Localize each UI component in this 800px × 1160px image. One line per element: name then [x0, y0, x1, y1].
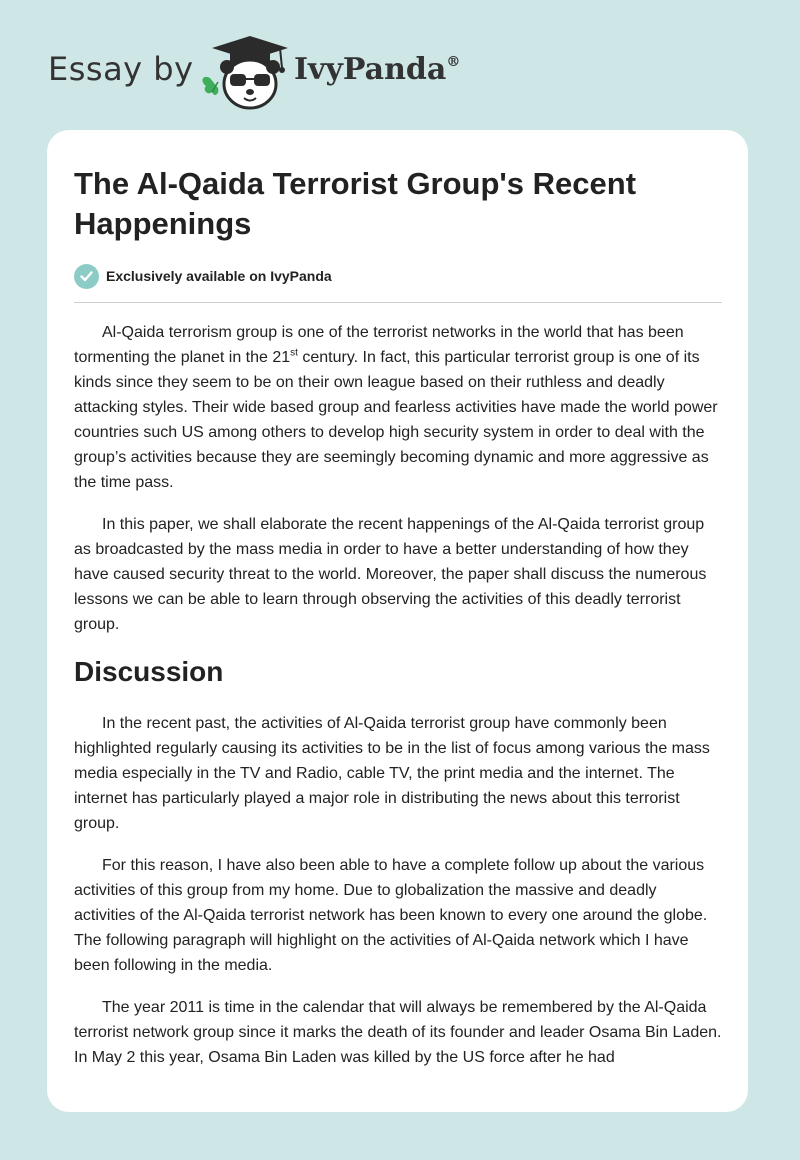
paragraph: In the recent past, the activities of Al-Qaida terrorist group have commonly been highlighted regularly causing its activities to be in the list of focus among various the mass media especially in the TV and Radio, cable TV, the print media and the internet. The internet has particularly played a major role in distributing the news about this terrorist group.: [74, 715, 710, 832]
page-title: The Al-Qaida Terrorist Group's Recent Happenings: [74, 166, 637, 241]
essay-body: [74, 320, 722, 1087]
exclusive-badge: [74, 262, 332, 290]
panda-graduate-icon[interactable]: [200, 34, 290, 112]
paragraph: [74, 320, 722, 495]
check-circle-icon: [74, 264, 99, 289]
paragraph-text: Al-Qaida terrorism group is one of the terrorist networks in the world that has been tormenting the planet in the 21: [74, 324, 684, 366]
paragraph: In this paper, we shall elaborate the recent happenings of the Al-Qaida terrorist group as broadcasted by the mass media in order to have a better understanding of how they have caused security threat to the world. Moreover, the paper shall discuss the numerous lessons we can be able to learn through observing the activities of this deadly terrorist group.: [74, 516, 707, 633]
brand-name[interactable]: [294, 52, 460, 87]
paragraph: The year 2011 is time in the calendar that will always be remembered by the Al-Qaida terrorist network group since it marks the death of its founder and leader Osama Bin Laden. In May 2 this year, Osama Bin Laden was killed by the US force after he had: [74, 999, 722, 1066]
paragraph: For this reason, I have also been able to have a complete follow up about the various activities of this group from my home. Due to globalization the massive and deadly activities of the Al-Qaida terrorist network has been known to every one around the globe. The following paragraph will highlight on the activities of Al-Qaida network which I have been following in the media.: [74, 857, 708, 974]
essay-by-label: Essay by: [48, 50, 194, 88]
registered-mark: ®: [446, 54, 461, 70]
site-header: [0, 0, 800, 130]
essay-card: [47, 130, 748, 1112]
brand-text: IvyPanda: [294, 52, 447, 87]
badge-label: Exclusively available on IvyPanda: [106, 268, 332, 284]
paragraph-text: century. In fact, this particular terrorist group is one of its kinds since they seem to be on their own league based on their ruthless and deadly attacking styles. Their wide based group and fearless activities have made the world power countries such US among others to develop high security system in order to deal with the group’s activities because they are seemingly becoming dynamic and more aggressive as the time pass.: [74, 349, 718, 491]
section-heading: Discussion: [74, 656, 224, 687]
divider: [74, 302, 722, 303]
ordinal-suffix: st: [290, 347, 298, 359]
